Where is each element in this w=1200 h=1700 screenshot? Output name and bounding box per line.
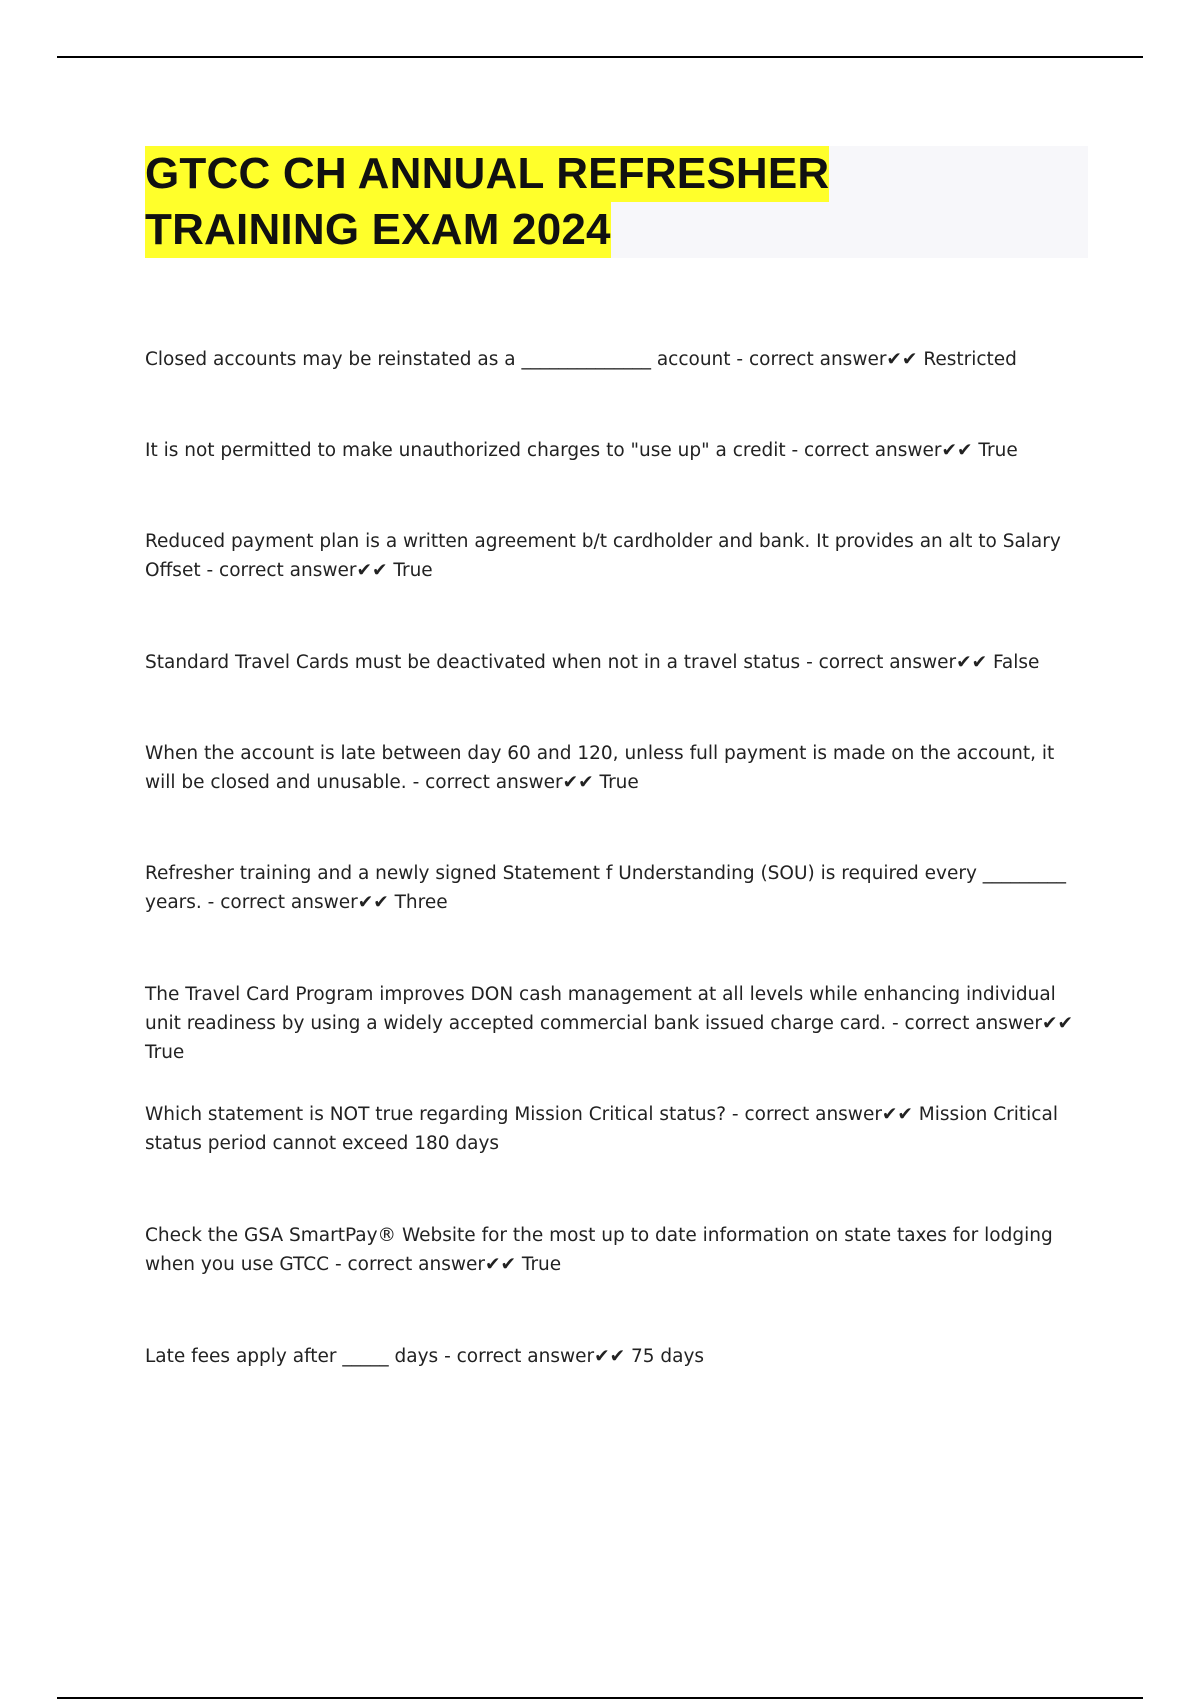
top-rule <box>57 56 1143 58</box>
question-item <box>145 1100 1090 1158</box>
title-line-2: TRAINING EXAM 2024 <box>145 202 611 258</box>
question-text: When the account is late between day 60 and 120, unless full payment is made on the account, it will be closed and unusable. - correct answer✔✔ True <box>145 743 1055 793</box>
title-block <box>145 146 1088 258</box>
question-text: Late fees apply after _____ days - correct answer✔✔ 75 days <box>145 1346 705 1367</box>
question-item <box>145 980 1090 1067</box>
bottom-rule <box>57 1697 1143 1699</box>
question-text: Standard Travel Cards must be deactivated when not in a travel status - correct answer✔✔ False <box>145 652 1040 673</box>
title-line-1: GTCC CH ANNUAL REFRESHER <box>145 146 829 202</box>
question-item <box>145 1221 1090 1279</box>
question-item <box>145 739 1090 797</box>
question-item <box>145 436 1090 465</box>
question-item <box>145 859 1090 917</box>
question-text: Which statement is NOT true regarding Mission Critical status? - correct answer✔✔ Mission Critical status period cannot exceed 180 days <box>145 1104 1058 1154</box>
question-text: Refresher training and a newly signed Statement f Understanding (SOU) is required every _________ years. - correct answer✔✔ Three <box>145 863 1067 913</box>
question-text: It is not permitted to make unauthorized charges to "use up" a credit - correct answer✔✔ True <box>145 440 1018 461</box>
question-item <box>145 648 1090 677</box>
question-item <box>145 345 1090 374</box>
question-text: The Travel Card Program improves DON cash management at all levels while enhancing individual unit readiness by using a widely accepted commercial bank issued charge card. - correct answer✔✔ True <box>145 984 1074 1063</box>
question-item <box>145 1342 1090 1371</box>
question-text: Check the GSA SmartPay® Website for the most up to date information on state taxes for lodging when you use GTCC - correct answer✔✔ True <box>145 1225 1053 1275</box>
question-text: Closed accounts may be reinstated as a ______________ account - correct answer✔✔ Restricted <box>145 349 1017 370</box>
question-text: Reduced payment plan is a written agreement b/t cardholder and bank. It provides an alt to Salary Offset - correct answer✔✔ True <box>145 531 1061 581</box>
question-item <box>145 527 1090 585</box>
